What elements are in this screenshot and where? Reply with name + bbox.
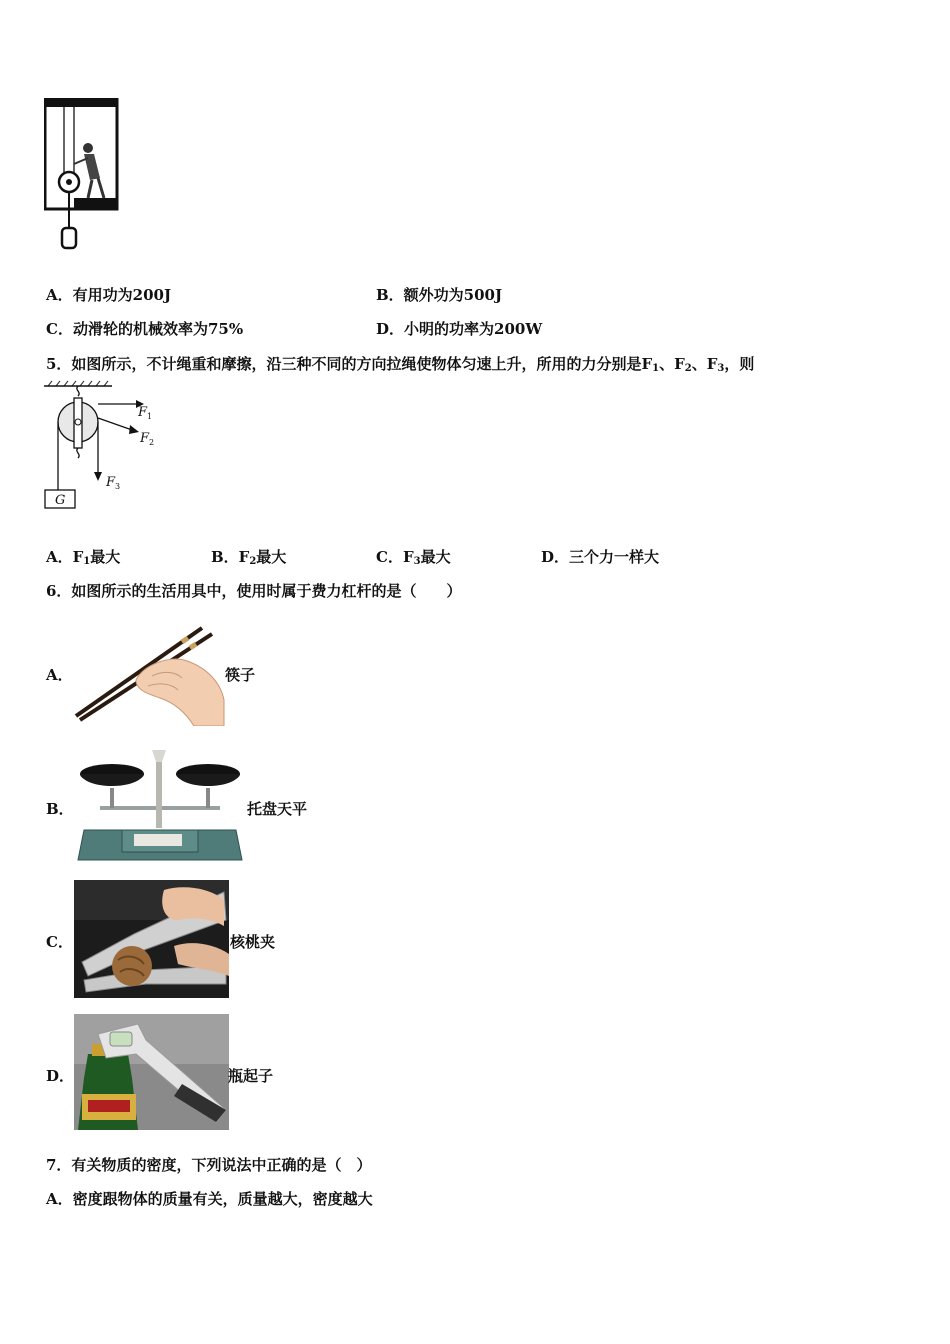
- bottle-opener-image[interactable]: [74, 1014, 229, 1130]
- q6-option-d-letter[interactable]: D．: [46, 1067, 75, 1085]
- svg-text:1: 1: [147, 412, 153, 421]
- svg-text:2: 2: [149, 438, 155, 447]
- q6-option-c-label: 核桃夹: [230, 933, 276, 951]
- label-g: G: [55, 493, 66, 508]
- q4-option-c[interactable]: C．动滑轮的机械效率为75%: [46, 320, 244, 338]
- q7-option-a[interactable]: A．密度跟物体的质量有关，质量越大，密度越大: [46, 1190, 373, 1208]
- q6-option-b-letter[interactable]: B．: [46, 800, 74, 818]
- nutcracker-image[interactable]: [74, 880, 229, 998]
- q6-option-a-label: 筷子: [225, 666, 256, 684]
- fixed-pulley-force-diagram: [44, 380, 164, 518]
- q4-option-d[interactable]: D．小明的功率为200W: [376, 320, 543, 338]
- tray-balance-image[interactable]: [76, 744, 244, 866]
- q6-stem: 6．如图所示的生活用具中，使用时属于费力杠杆的是（ ）: [46, 582, 462, 600]
- q6-option-b-label: 托盘天平: [247, 800, 308, 818]
- q5-option-b[interactable]: B．$F_2$最大: [211, 548, 287, 567]
- q5-option-d[interactable]: D．三个力一样大: [541, 548, 660, 566]
- q6-option-d-label: 瓶起子: [228, 1067, 274, 1085]
- label-f2: F: [140, 431, 150, 446]
- pulley-worker-figure: [44, 98, 120, 258]
- q4-option-a[interactable]: A．有用功为200J: [46, 286, 172, 304]
- q6-option-c-letter[interactable]: C．: [46, 933, 73, 951]
- q6-option-a-letter[interactable]: A．: [46, 666, 73, 684]
- q5-stem: 5．如图所示，不计绳重和摩擦，沿三种不同的方向拉绳使物体匀速上升，所用的力分别是$F_1$、$F_2$、$F_3$，则: [46, 355, 755, 374]
- svg-text:3: 3: [115, 482, 121, 491]
- q4-option-b[interactable]: B．额外功为500J: [376, 286, 503, 304]
- chopsticks-image[interactable]: [74, 620, 226, 726]
- q5-option-a[interactable]: A．$F_1$最大: [46, 548, 121, 567]
- label-f1: F: [138, 405, 148, 420]
- q7-stem: 7．有关物质的密度，下列说法中正确的是（ ）: [46, 1156, 372, 1174]
- q5-option-c[interactable]: C．$F_3$最大: [376, 548, 451, 567]
- label-f3: F: [106, 475, 116, 490]
